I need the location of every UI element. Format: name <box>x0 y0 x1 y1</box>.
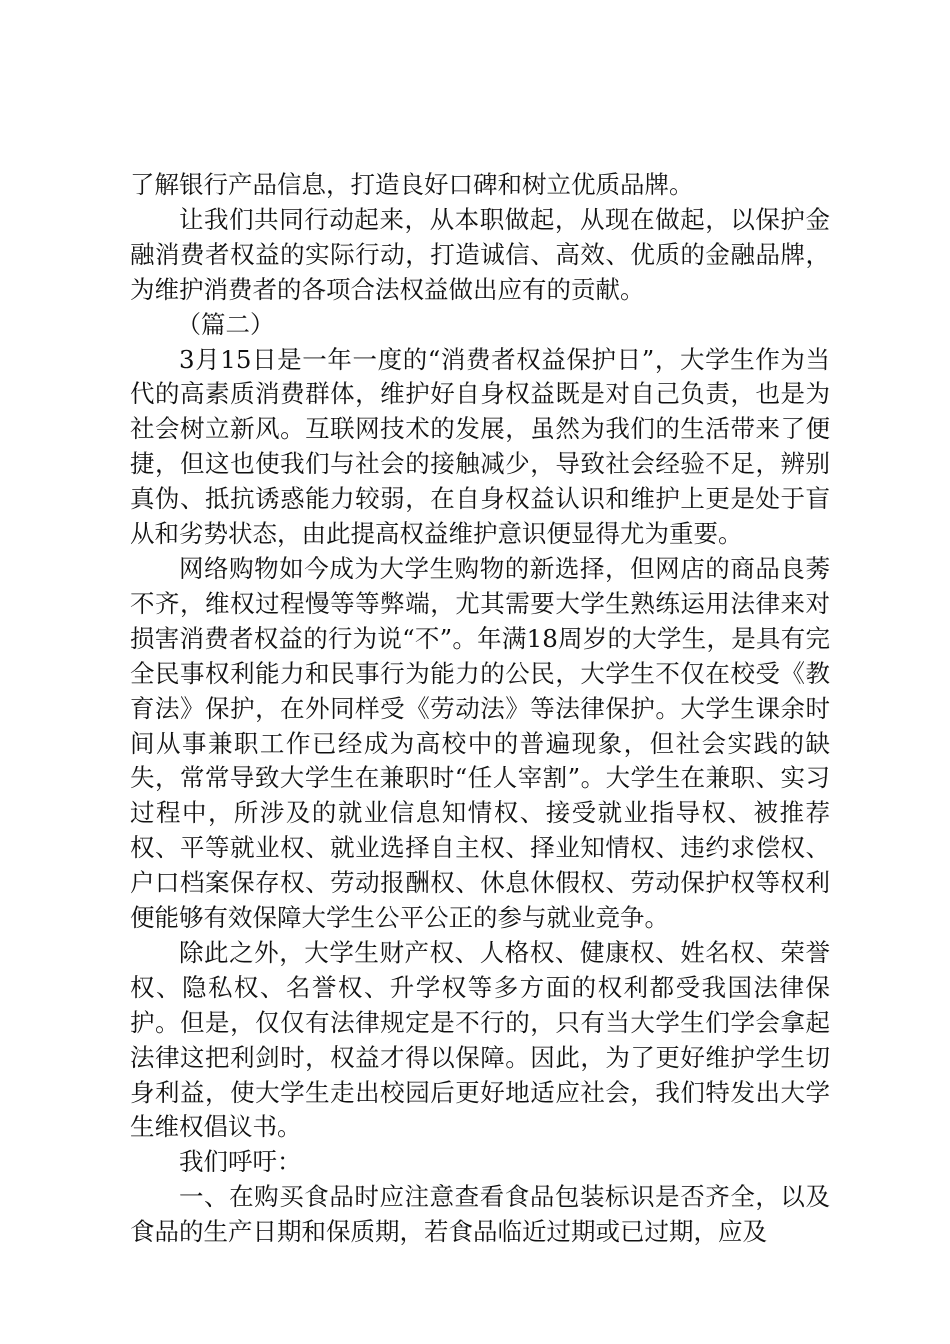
paragraph-online-shopping: 网络购物如今成为大学生购物的新选择，但网店的商品良莠不齐，维权过程慢等等弊端，尤其需要大学生熟练运用法律来对损害消费者权益的行为说“不”。年满18周岁的大学生，是具有完全民事权利能力和民事行为能力的公民，大学生不仅在校受《教育法》保护，在外同样受《劳动法》等法律保护。大学生课余时间从事兼职工作已经成为高校中的普遍现象，但社会实践的缺失，常常导致大学生在兼职时“任人宰割”。大学生在兼职、实习过程中，所涉及的就业信息知情权、接受就业指导权、被推荐权、平等就业权、就业选择自主权、择业知情权、违约求偿权、户口档案保存权、劳动报酬权、休息休假权、劳动保护权等权利便能够有效保障大学生公平公正的参与就业竞争。 <box>130 553 830 933</box>
paragraph-call-to-action: 让我们共同行动起来，从本职做起，从现在做起，以保护金融消费者权益的实际行动，打造诚信、高效、优质的金融品牌，为维护消费者的各项合法权益做出应有的贡献。 <box>130 204 830 304</box>
paragraph-continuation: 了解银行产品信息，打造良好口碑和树立优质品牌。 <box>130 170 694 199</box>
paragraph-item-one: 一、在购买食品时应注意查看食品包装标识是否齐全，以及食品的生产日期和保质期，若食品临近过期或已过期，应及 <box>130 1182 830 1247</box>
paragraph-other-rights: 除此之外，大学生财产权、人格权、健康权、姓名权、荣誉权、隐私权、名誉权、升学权等多方面的权利都受我国法律保护。但是，仅仅有法律规定是不行的，只有当大学生们学会拿起法律这把利剑时，权益才得以保障。因此，为了更好维护学生切身利益，使大学生走出校园后更好地适应社会，我们特发出大学生维权倡议书。 <box>130 937 830 1142</box>
document-body <box>130 168 830 1250</box>
paragraph-appeal: 我们呼吁： <box>179 1147 302 1177</box>
section-heading: （篇二） <box>176 309 275 339</box>
paragraph-consumer-day: 3月15日是一年一度的“消费者权益保护日”，大学生作为当代的高素质消费群体，维护好自身权益既是对自己负责，也是为社会树立新风。互联网技术的发展，虽然为我们的生活带来了便捷，但这也使我们与社会的接触减少，导致社会经验不足，辨别真伪、抵抗诱惑能力较弱，在自身权益认识和维护上更是处于盲从和劣势状态，由此提高权益维护意识便显得尤为重要。 <box>130 344 830 549</box>
